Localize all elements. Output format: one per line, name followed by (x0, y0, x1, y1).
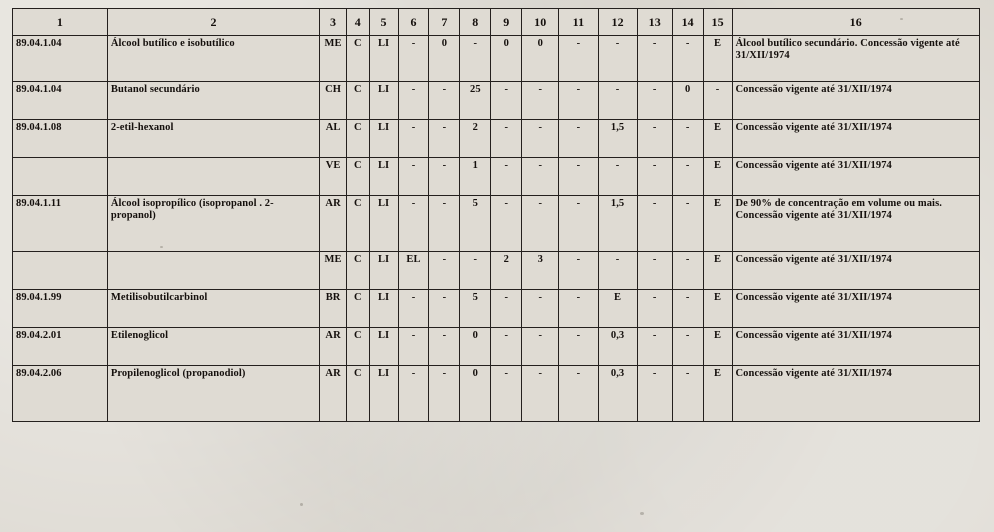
column-header-13: 13 (637, 9, 672, 36)
cell-col14: - (672, 158, 703, 196)
cell-col4: C (347, 196, 370, 252)
cell-observations: Concessão vigente até 31/XII/1974 (732, 252, 980, 290)
cell-col7: - (429, 252, 460, 290)
table-row (13, 196, 980, 252)
cell-col4: C (347, 120, 370, 158)
cell-col3: ME (320, 252, 347, 290)
cell-col3: AR (320, 328, 347, 366)
cell-col13: - (637, 252, 672, 290)
column-header-16: 16 (732, 9, 980, 36)
cell-col13: - (637, 328, 672, 366)
column-header-5: 5 (369, 9, 398, 36)
cell-col11: - (559, 158, 598, 196)
cell-col6: - (398, 196, 429, 252)
table-row (13, 158, 980, 196)
cell-col12: - (598, 252, 637, 290)
cell-col9: - (491, 120, 522, 158)
cell-description: Propilenoglicol (propanodiol) (107, 366, 319, 422)
cell-observations: Concessão vigente até 31/XII/1974 (732, 290, 980, 328)
cell-code (13, 158, 108, 196)
cell-col11: - (559, 36, 598, 82)
cell-col10: - (522, 290, 559, 328)
column-header-8: 8 (460, 9, 491, 36)
cell-col3: AL (320, 120, 347, 158)
cell-col12: - (598, 158, 637, 196)
scan-speck (300, 503, 303, 506)
cell-col13: - (637, 290, 672, 328)
cell-col6: - (398, 290, 429, 328)
table-row (13, 82, 980, 120)
cell-col11: - (559, 290, 598, 328)
cell-col4: C (347, 328, 370, 366)
cell-col7: - (429, 196, 460, 252)
cell-code: 89.04.2.06 (13, 366, 108, 422)
cell-col5: LI (369, 290, 398, 328)
cell-col10: - (522, 328, 559, 366)
cell-col8: - (460, 252, 491, 290)
table-body (13, 36, 980, 422)
cell-col3: CH (320, 82, 347, 120)
tariff-table (12, 8, 980, 422)
cell-col9: 2 (491, 252, 522, 290)
cell-col12: 0,3 (598, 328, 637, 366)
cell-observations: Concessão vigente até 31/XII/1974 (732, 82, 980, 120)
cell-col14: 0 (672, 82, 703, 120)
cell-col6: - (398, 82, 429, 120)
cell-observations: Concessão vigente até 31/XII/1974 (732, 366, 980, 422)
cell-col14: - (672, 120, 703, 158)
cell-col7: - (429, 366, 460, 422)
cell-col9: - (491, 366, 522, 422)
cell-col5: LI (369, 120, 398, 158)
cell-col11: - (559, 82, 598, 120)
column-header-2: 2 (107, 9, 319, 36)
cell-code: 89.04.2.01 (13, 328, 108, 366)
column-header-15: 15 (703, 9, 732, 36)
cell-code: 89.04.1.04 (13, 36, 108, 82)
cell-col8: 5 (460, 196, 491, 252)
table-row (13, 252, 980, 290)
cell-col11: - (559, 252, 598, 290)
cell-description (107, 252, 319, 290)
column-header-1: 1 (13, 9, 108, 36)
cell-col10: - (522, 82, 559, 120)
column-header-3: 3 (320, 9, 347, 36)
cell-description: Álcool butílico e isobutílico (107, 36, 319, 82)
table-header-row (13, 9, 980, 36)
cell-col15: - (703, 82, 732, 120)
cell-description: Metilisobutilcarbinol (107, 290, 319, 328)
table-row (13, 120, 980, 158)
cell-col12: - (598, 36, 637, 82)
cell-col13: - (637, 366, 672, 422)
cell-col14: - (672, 196, 703, 252)
cell-col5: LI (369, 158, 398, 196)
column-header-6: 6 (398, 9, 429, 36)
cell-col10: 0 (522, 36, 559, 82)
cell-col14: - (672, 328, 703, 366)
cell-col15: E (703, 290, 732, 328)
cell-col15: E (703, 120, 732, 158)
cell-col15: E (703, 36, 732, 82)
cell-col5: LI (369, 366, 398, 422)
column-header-10: 10 (522, 9, 559, 36)
cell-col9: - (491, 82, 522, 120)
cell-col4: C (347, 366, 370, 422)
cell-col15: E (703, 196, 732, 252)
cell-col14: - (672, 366, 703, 422)
cell-col8: 0 (460, 366, 491, 422)
cell-col13: - (637, 158, 672, 196)
cell-col7: 0 (429, 36, 460, 82)
scan-speck (640, 512, 644, 515)
cell-col11: - (559, 196, 598, 252)
cell-code: 89.04.1.11 (13, 196, 108, 252)
cell-col12: E (598, 290, 637, 328)
cell-col14: - (672, 252, 703, 290)
cell-col5: LI (369, 328, 398, 366)
cell-col3: BR (320, 290, 347, 328)
cell-col11: - (559, 328, 598, 366)
cell-col9: - (491, 290, 522, 328)
cell-col6: - (398, 366, 429, 422)
column-header-4: 4 (347, 9, 370, 36)
cell-observations: Concessão vigente até 31/XII/1974 (732, 158, 980, 196)
cell-observations: Concessão vigente até 31/XII/1974 (732, 328, 980, 366)
cell-col10: - (522, 120, 559, 158)
table-row (13, 36, 980, 82)
cell-col6: - (398, 158, 429, 196)
cell-col11: - (559, 120, 598, 158)
cell-col13: - (637, 82, 672, 120)
cell-col12: - (598, 82, 637, 120)
cell-observations: De 90% de concentração em volume ou mais. Concessão vigente até 31/XII/1974 (732, 196, 980, 252)
cell-code (13, 252, 108, 290)
cell-description (107, 158, 319, 196)
cell-col4: C (347, 158, 370, 196)
cell-col10: - (522, 158, 559, 196)
cell-col9: - (491, 328, 522, 366)
cell-col12: 1,5 (598, 196, 637, 252)
cell-code: 89.04.1.08 (13, 120, 108, 158)
column-header-7: 7 (429, 9, 460, 36)
cell-col6: - (398, 120, 429, 158)
cell-col7: - (429, 120, 460, 158)
cell-observations: Concessão vigente até 31/XII/1974 (732, 120, 980, 158)
cell-description: 2-etil-hexanol (107, 120, 319, 158)
cell-col9: - (491, 158, 522, 196)
cell-col7: - (429, 290, 460, 328)
table-row (13, 328, 980, 366)
cell-description: Butanol secundário (107, 82, 319, 120)
column-header-9: 9 (491, 9, 522, 36)
cell-col8: 5 (460, 290, 491, 328)
table-row (13, 366, 980, 422)
cell-col14: - (672, 290, 703, 328)
cell-col6: EL (398, 252, 429, 290)
cell-col4: C (347, 290, 370, 328)
cell-col15: E (703, 158, 732, 196)
cell-col10: - (522, 366, 559, 422)
cell-col8: 2 (460, 120, 491, 158)
cell-col8: 25 (460, 82, 491, 120)
cell-observations: Álcool butílico secundário. Concessão vigente até 31/XII/1974 (732, 36, 980, 82)
column-header-12: 12 (598, 9, 637, 36)
cell-col6: - (398, 36, 429, 82)
cell-col10: - (522, 196, 559, 252)
cell-col9: 0 (491, 36, 522, 82)
cell-description: Álcool isopropílico (isopropanol . 2-propanol) (107, 196, 319, 252)
cell-col15: E (703, 252, 732, 290)
cell-code: 89.04.1.99 (13, 290, 108, 328)
cell-col5: LI (369, 36, 398, 82)
cell-col12: 1,5 (598, 120, 637, 158)
cell-col3: AR (320, 366, 347, 422)
cell-col5: LI (369, 82, 398, 120)
cell-col5: LI (369, 252, 398, 290)
cell-col3: AR (320, 196, 347, 252)
cell-col4: C (347, 82, 370, 120)
cell-col8: 1 (460, 158, 491, 196)
cell-col3: VE (320, 158, 347, 196)
cell-col7: - (429, 158, 460, 196)
cell-col4: C (347, 36, 370, 82)
column-header-11: 11 (559, 9, 598, 36)
table-row (13, 290, 980, 328)
cell-col15: E (703, 328, 732, 366)
cell-col13: - (637, 120, 672, 158)
cell-col7: - (429, 328, 460, 366)
cell-col12: 0,3 (598, 366, 637, 422)
cell-col15: E (703, 366, 732, 422)
cell-col13: - (637, 36, 672, 82)
cell-col13: - (637, 196, 672, 252)
cell-col3: ME (320, 36, 347, 82)
cell-description: Etilenoglicol (107, 328, 319, 366)
cell-col11: - (559, 366, 598, 422)
cell-col4: C (347, 252, 370, 290)
cell-col14: - (672, 36, 703, 82)
cell-col9: - (491, 196, 522, 252)
cell-col6: - (398, 328, 429, 366)
cell-code: 89.04.1.04 (13, 82, 108, 120)
column-header-14: 14 (672, 9, 703, 36)
cell-col10: 3 (522, 252, 559, 290)
cell-col5: LI (369, 196, 398, 252)
cell-col7: - (429, 82, 460, 120)
cell-col8: - (460, 36, 491, 82)
cell-col8: 0 (460, 328, 491, 366)
